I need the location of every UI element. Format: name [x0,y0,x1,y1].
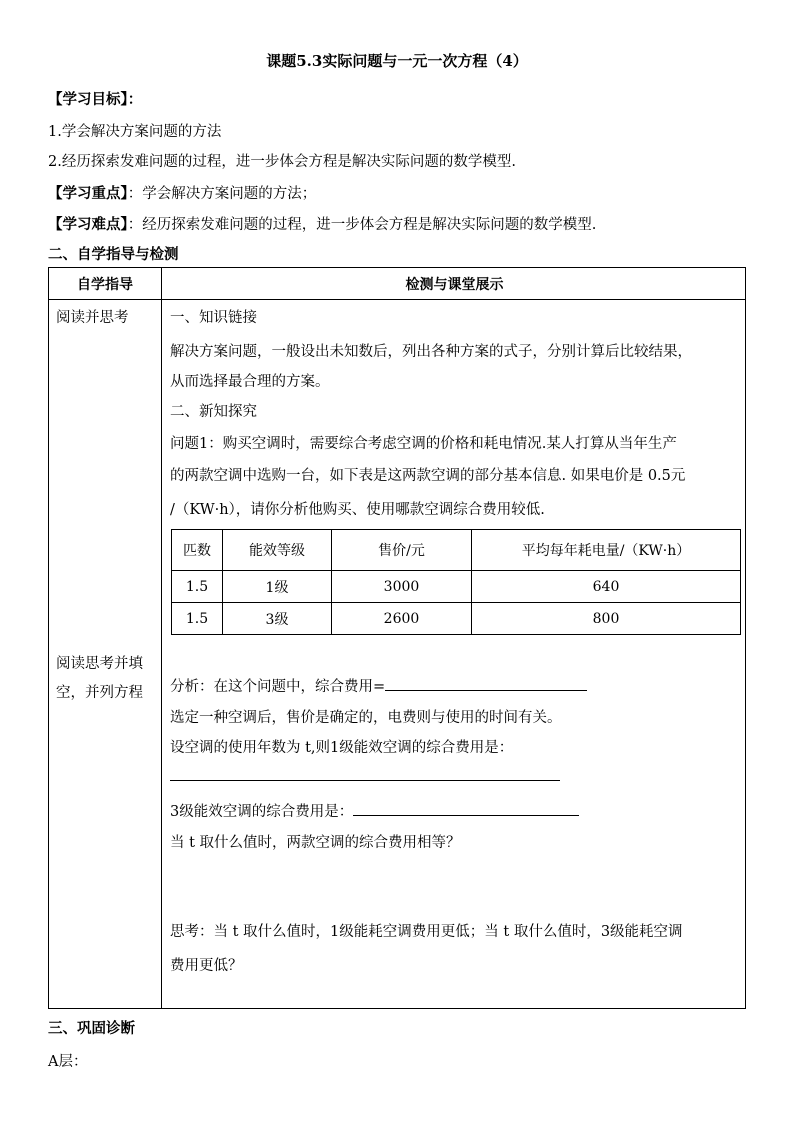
think-line-2: 费用更低？ [170,958,243,974]
knowledge-link-text-2: 从而选择最合理的方案。 [170,374,330,390]
objectives-heading: 【学习目标】： [48,91,143,108]
table-row [172,603,741,635]
header-right: 检测与课堂展示 [405,277,504,293]
cell-price: 2600 [332,603,472,635]
cell-efficiency: 1级 [223,571,332,603]
cell-consumption: 640 [472,571,741,603]
analysis-line [170,675,587,696]
cell-consumption: 800 [472,603,741,635]
problem1-line-3: /（KW·h），请你分析他购买、使用哪款空调综合费用较低. [170,502,545,518]
level3-cost-line [170,800,579,821]
col-header-power: 匹数 [172,530,223,571]
key-point-label: 【学习重点】 [48,185,128,202]
objective-item-1: 1.学会解决方案问题的方法 [48,124,222,140]
analysis-text: 分析：在这个问题中，综合费用= [170,679,386,695]
key-point [48,182,316,203]
left-note-3: 空，并列方程 [56,685,143,701]
level-a-label: A层： [48,1054,88,1070]
answer-blank[interactable] [353,803,579,816]
knowledge-link-text-1: 解决方案问题，一般设出未知数后，列出各种方案的式子，分别计算后比较结果， [170,344,692,360]
answer-blank[interactable] [170,768,560,781]
header-divider [49,299,745,300]
aircon-table-header [172,530,741,571]
aircon-info-table [171,529,741,635]
col-header-consumption: 平均每年耗电量/（KW·h） [472,530,741,571]
cell-power: 1.5 [172,571,223,603]
column-divider [161,268,162,1008]
section2-heading: 二、自学指导与检测 [48,246,179,263]
equal-cost-question: 当 t 取什么值时，两款空调的综合费用相等？ [170,835,461,851]
level1-cost-blank-line [170,768,560,785]
difficulty [48,213,596,234]
page-title: 课题5.3实际问题与一元一次方程（4） [266,52,528,70]
cell-power: 1.5 [172,603,223,635]
level3-cost-text: 3级能效空调的综合费用是： [170,804,354,820]
difficulty-text: ：经历探索发难问题的过程，进一步体会方程是解决实际问题的数学模型. [127,217,597,233]
section3-heading: 三、巩固诊断 [48,1020,135,1037]
key-point-text: ：学会解决方案问题的方法； [127,186,317,202]
left-note-1: 阅读并思考 [56,310,129,326]
table-row [172,571,741,603]
cell-efficiency: 3级 [223,603,332,635]
new-knowledge-heading: 二、新知探究 [170,404,257,420]
answer-blank[interactable] [385,678,587,691]
objective-item-2: 2.经历探索发难问题的过程，进一步体会方程是解决实际问题的数学模型. [48,154,516,170]
analysis-note-1: 选定一种空调后，售价是确定的，电费则与使用的时间有关。 [170,710,562,726]
difficulty-label: 【学习难点】 [48,216,128,233]
left-note-2: 阅读思考并填 [56,656,143,672]
cell-price: 3000 [332,571,472,603]
problem1-line-2: 的两款空调中选购一台，如下表是这两款空调的部分基本信息. 如果电价是 0.5元 [170,468,686,484]
analysis-note-2: 设空调的使用年数为 t,则1级能效空调的综合费用是： [170,740,514,756]
problem1-line-1: 问题1：购买空调时，需要综合考虑空调的价格和耗电情况.某人打算从当年生产 [170,436,677,452]
header-left: 自学指导 [77,277,133,293]
col-header-efficiency: 能效等级 [223,530,332,571]
col-header-price: 售价/元 [332,530,472,571]
knowledge-link-heading: 一、知识链接 [170,310,257,326]
think-line-1: 思考：当 t 取什么值时，1级能耗空调费用更低；当 t 取什么值时，3级能耗空调 [170,924,683,940]
guidance-table [48,267,746,1009]
